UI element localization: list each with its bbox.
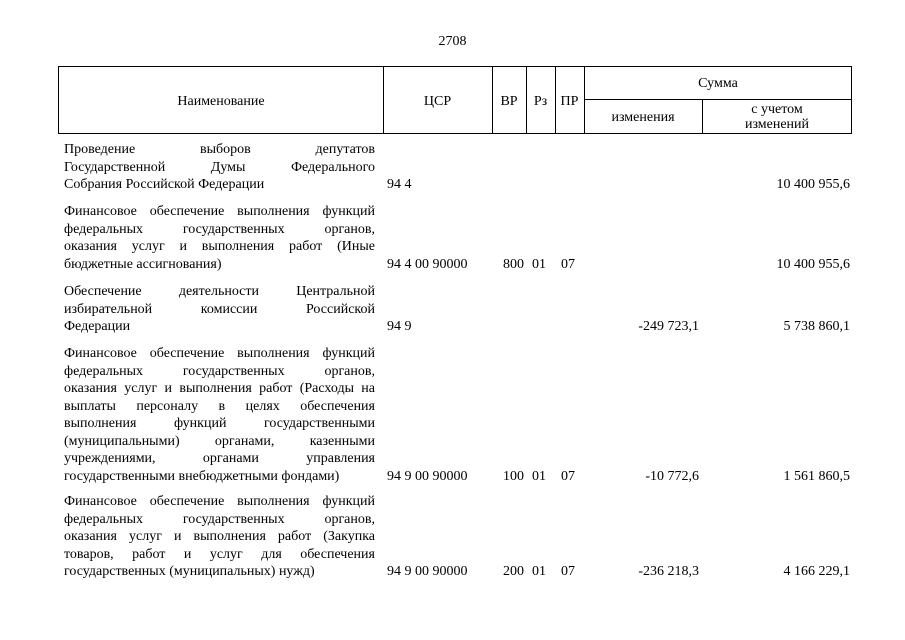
row-rz: 01	[532, 256, 546, 272]
row-name-line: выполнения функций государственными	[64, 416, 375, 431]
row-csr: 94 9 00 90000	[387, 563, 468, 579]
header-csr: ЦСР	[423, 94, 452, 109]
row-name	[64, 141, 375, 194]
header-rz: Рз	[533, 94, 548, 109]
row-name-line: Финансовое обеспечение выполнения функций	[64, 204, 375, 219]
row-total: 10 400 955,6	[776, 176, 850, 192]
row-name	[64, 203, 375, 273]
row-pr: 07	[561, 468, 575, 484]
row-name-line: Собрания Российской Федерации	[64, 177, 265, 192]
table-header	[58, 66, 852, 134]
row-name-line: выплаты персоналу в целях обеспечения	[64, 398, 375, 414]
header-with-change	[702, 102, 852, 132]
row-change: -10 772,6	[645, 468, 699, 484]
row-total: 1 561 860,5	[783, 468, 850, 484]
sum-divider	[584, 99, 851, 100]
row-name-line: Государственной Думы Федерального	[64, 159, 375, 175]
table-row	[0, 141, 905, 193]
row-name-line: оказания услуг и выполнения работ (Расходы на	[64, 381, 375, 396]
row-vr: 200	[503, 563, 524, 579]
table-row	[0, 203, 905, 273]
row-name-line: государственными внебюджетными фондами)	[64, 468, 340, 484]
header-with-change-line2: изменений	[744, 117, 810, 132]
row-name-line: учреждениями, органами управления	[64, 451, 375, 466]
row-total: 5 738 860,1	[783, 318, 850, 334]
row-change: -236 218,3	[638, 563, 699, 579]
row-change: -249 723,1	[638, 318, 699, 334]
row-rz: 01	[532, 563, 546, 579]
row-name-line: государственных (муниципальных) нужд)	[64, 564, 315, 579]
header-pr: ПР	[560, 94, 579, 109]
table-row	[0, 283, 905, 335]
row-total: 10 400 955,6	[776, 256, 850, 272]
row-name-line: Федерации	[64, 319, 131, 334]
row-pr: 07	[561, 256, 575, 272]
header-change: изменения	[611, 110, 675, 125]
row-name-line: федеральных государственных органов,	[64, 511, 375, 527]
row-name-line: товаров, работ и услуг для обеспечения	[64, 546, 375, 562]
table-row	[0, 345, 905, 485]
row-csr: 94 4 00 90000	[387, 256, 468, 272]
row-name-line: федеральных государственных органов,	[64, 221, 375, 237]
row-csr: 94 4	[387, 176, 412, 192]
row-name	[64, 283, 375, 336]
row-name-line: оказания услуг и выполнения работ (Закупка	[64, 529, 375, 544]
table-row	[0, 493, 905, 580]
row-name-line: избирательной комиссии Российской	[64, 301, 375, 317]
row-total: 4 166 229,1	[783, 563, 850, 579]
header-name: Наименование	[177, 94, 265, 109]
header-sum: Сумма	[698, 76, 738, 91]
header-vr: ВР	[500, 94, 518, 109]
row-csr: 94 9 00 90000	[387, 468, 468, 484]
row-name-line: Обеспечение деятельности Центральной	[64, 284, 375, 299]
row-rz: 01	[532, 468, 546, 484]
row-csr: 94 9	[387, 318, 412, 334]
row-name	[64, 345, 375, 485]
row-name-line: Проведение выборов депутатов	[64, 142, 375, 157]
row-vr: 100	[503, 468, 524, 484]
row-name-line: оказания услуг и выполнения работ (Иные	[64, 239, 375, 254]
row-name-line: бюджетные ассигнования)	[64, 256, 222, 272]
page-number: 2708	[438, 34, 467, 49]
row-name-line: федеральных государственных органов,	[64, 363, 375, 379]
row-name	[64, 493, 375, 581]
row-name-line: (муниципальными) органами, казенными	[64, 433, 375, 449]
header-with-change-line1: с учетом	[751, 102, 803, 117]
row-name-line: Финансовое обеспечение выполнения функций	[64, 494, 375, 509]
row-vr: 800	[503, 256, 524, 272]
row-name-line: Финансовое обеспечение выполнения функций	[64, 346, 375, 361]
row-pr: 07	[561, 563, 575, 579]
